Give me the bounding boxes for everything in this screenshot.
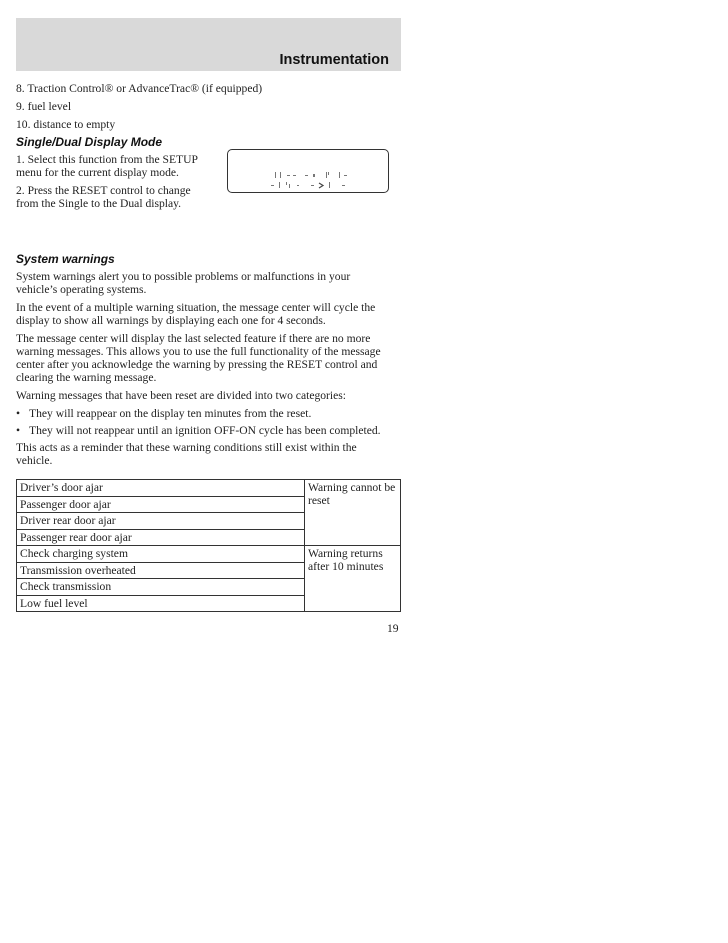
table-cell-warning: Check charging system — [17, 546, 305, 563]
table-cell-status: Warning returns after 10 minutes — [305, 546, 401, 612]
bullet-text: They will not reappear until an ignition OFF-ON cycle has been completed. — [29, 424, 381, 437]
list-item-traction-control: 8. Traction Control® or AdvanceTrac® (if equipped) — [16, 82, 263, 95]
single-dual-steps — [16, 153, 216, 210]
system-warnings-paragraph-3: The message center will display the last selected feature if there are no more warning messages. This allows you to use the full functionality of the message center after you acknowledge the warning by pressing the RESET control and clearing the warning message. — [16, 332, 381, 384]
bullet-item — [16, 424, 392, 437]
display-illustration — [227, 149, 389, 193]
bullet-icon: • — [16, 407, 21, 420]
bullet-item — [16, 407, 392, 420]
bullet-text: They will reappear on the display ten minutes from the reset. — [29, 407, 312, 420]
single-dual-section — [16, 153, 392, 249]
table-cell-warning: Driver rear door ajar — [17, 513, 305, 530]
page-content — [16, 82, 392, 472]
system-warnings-paragraph-4: Warning messages that have been reset are divided into two categories: — [16, 389, 347, 402]
single-dual-heading: Single/Dual Display Mode — [16, 135, 163, 149]
bullet-icon: • — [16, 424, 21, 437]
table-cell-warning: Check transmission — [17, 579, 305, 596]
table-cell-warning: Driver’s door ajar — [17, 480, 305, 497]
system-warnings-paragraph-2: In the event of a multiple warning situation, the message center will cycle the display to show all warnings by displaying each one for 4 seconds. — [16, 301, 376, 327]
system-warnings-paragraph-1: System warnings alert you to possible problems or malfunctions in your vehicle’s operating systems. — [16, 270, 351, 296]
page-header — [16, 18, 401, 71]
single-dual-step-2: 2. Press the RESET control to change from the Single to the Dual display. — [16, 184, 191, 210]
single-dual-step-1: 1. Select this function from the SETUP menu for the current display mode. — [16, 153, 198, 179]
table-cell-warning: Passenger door ajar — [17, 496, 305, 513]
table-cell-status: Warning cannot be reset — [305, 480, 401, 546]
table-cell-warning: Passenger rear door ajar — [17, 529, 305, 546]
system-warnings-closing: This acts as a reminder that these warning conditions still exist within the vehicle. — [16, 441, 357, 467]
page-number: 19 — [387, 622, 399, 635]
list-item-fuel-level: 9. fuel level — [16, 100, 72, 113]
section-title: Instrumentation — [279, 52, 389, 68]
warning-table — [16, 479, 401, 612]
table-cell-warning: Transmission overheated — [17, 562, 305, 579]
table-cell-warning: Low fuel level — [17, 595, 305, 612]
table-row — [17, 546, 401, 563]
list-item-distance-to-empty: 10. distance to empty — [16, 118, 116, 131]
display-illustration-glyphs — [257, 170, 397, 192]
system-warnings-heading: System warnings — [16, 252, 115, 266]
table-row — [17, 480, 401, 497]
